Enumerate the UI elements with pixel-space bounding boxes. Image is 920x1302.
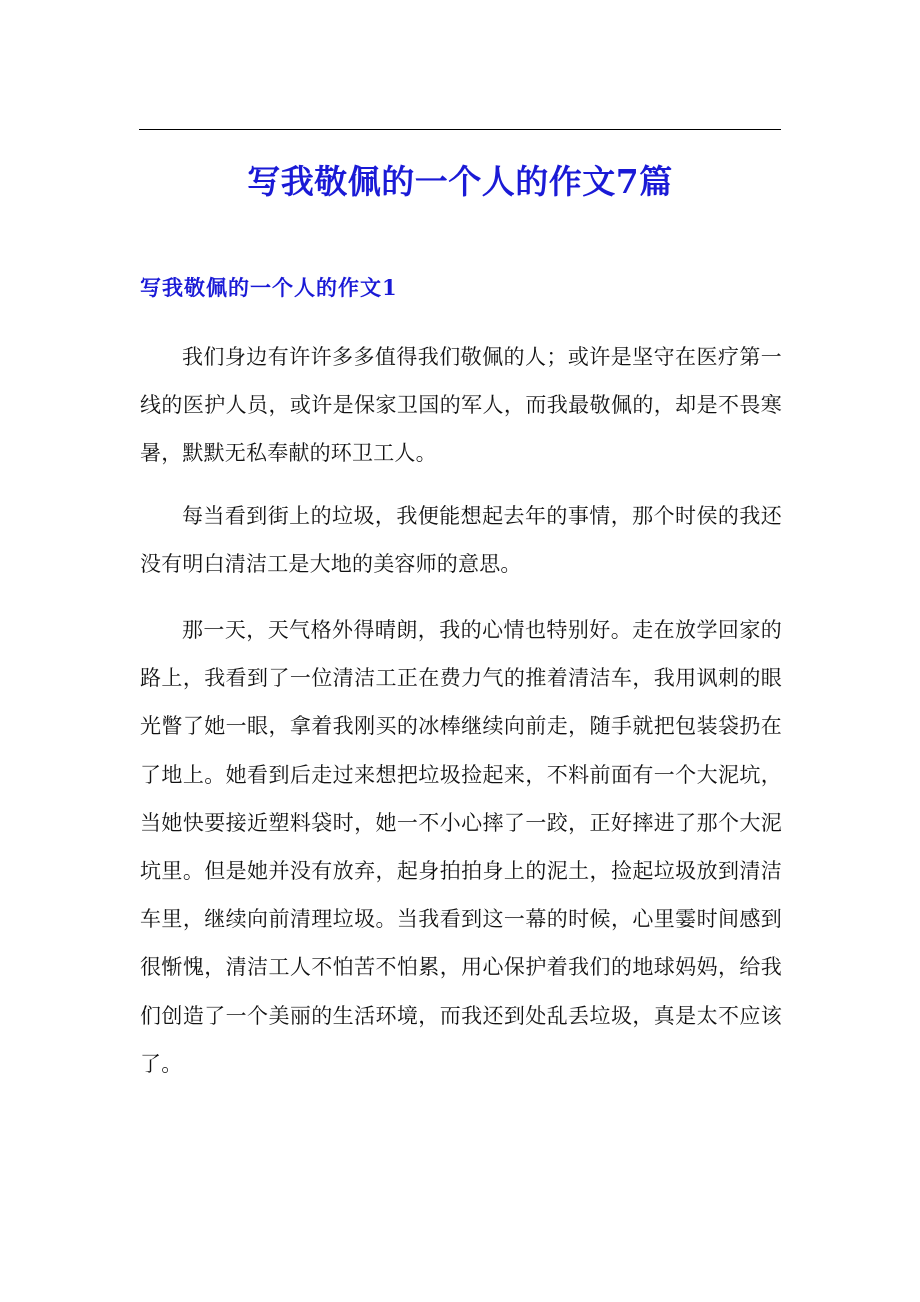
paragraph-2: 每当看到街上的垃圾，我便能想起去年的事情，那个时侯的我还没有明白清洁工是大地的美容师的意思。: [140, 504, 782, 577]
document-title: 写我敬佩的一个人的作文7篇: [247, 162, 673, 201]
paragraph-3: 那一天，天气格外得晴朗，我的心情也特别好。走在放学回家的路上，我看到了一位清洁工正在费力气的推着清洁车，我用讽刺的眼光瞥了她一眼，拿着我刚买的冰棒继续向前走，随手就把包装袋扔在了地上。她看到后走过来想把垃圾捡起来，不料前面有一个大泥坑，当她快要接近塑料袋时，她一不小心摔了一跤，正好摔进了那个大泥坑里。但是她并没有放弃，起身拍拍身上的泥土，捡起垃圾放到清洁车里，继续向前清理垃圾。当我看到这一幕的时候，心里霎时间感到很惭愧，清洁工人不怕苦不怕累，用心保护着我们的地球妈妈，给我们创造了一个美丽的生活环境，而我还到处乱丢垃圾，真是太不应该了。: [140, 618, 782, 1076]
section-heading: 写我敬佩的一个人的作文1: [140, 275, 398, 300]
header-rule: [139, 129, 781, 130]
paragraph-1: 我们身边有许许多多值得我们敬佩的人；或许是坚守在医疗第一线的医护人员，或许是保家卫国的军人，而我最敬佩的，却是不畏寒暑，默默无私奉献的环卫工人。: [140, 345, 782, 466]
